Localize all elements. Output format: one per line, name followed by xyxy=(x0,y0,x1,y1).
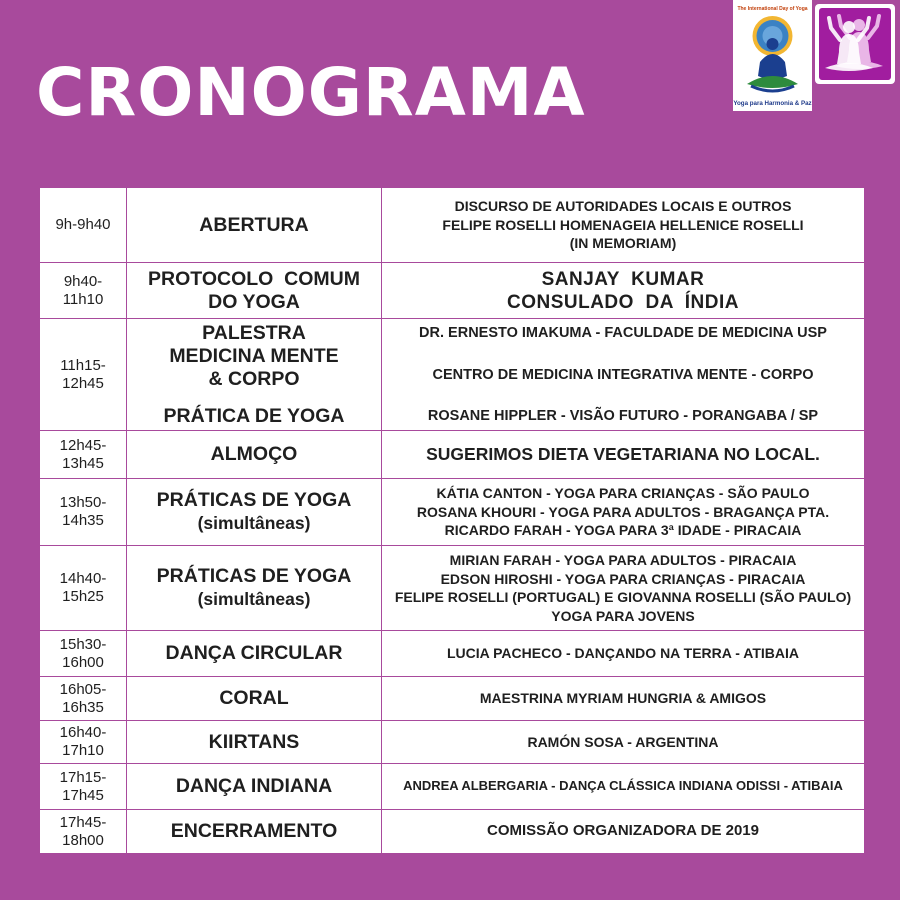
table-row xyxy=(40,677,865,721)
page-title: CRONOGRAMA xyxy=(36,54,586,131)
activity-cell xyxy=(127,479,382,546)
details-text: DISCURSO DE AUTORIDADES LOCAIS E OUTROS xyxy=(454,198,792,215)
table-row xyxy=(40,631,865,677)
details-text: MIRIAN FARAH - YOGA PARA ADULTOS - PIRACAIA xyxy=(449,552,797,568)
details-cell xyxy=(382,810,865,854)
table-row xyxy=(40,479,865,546)
details-cell xyxy=(382,431,865,479)
details-text: FELIPE ROSELLI (PORTUGAL) E GIOVANNA ROSELLI (SÃO PAULO) xyxy=(394,589,852,605)
details-cell xyxy=(382,479,865,546)
activity-text: PALESTRA xyxy=(202,321,306,344)
details-text: SANJAY KUMAR xyxy=(541,268,705,290)
details-cell xyxy=(382,188,865,263)
logo-caption: Yoga para Harmonia & Paz xyxy=(733,100,812,107)
details-text: (IN MEMORIAM) xyxy=(569,235,677,252)
time-text: 14h35 xyxy=(62,512,104,529)
activity-text: ABERTURA xyxy=(199,213,309,236)
details-text: ROSANA KHOURI - YOGA PARA ADULTOS - BRAGANÇA PTA. xyxy=(416,503,830,520)
time-text: 15h30- xyxy=(59,635,107,653)
activity-text: & CORPO xyxy=(208,367,300,390)
details-text: RAMÓN SOSA - ARGENTINA xyxy=(527,733,719,750)
time-text: 9h40- xyxy=(63,272,103,290)
time-text: 18h00 xyxy=(62,831,104,849)
time-cell xyxy=(40,764,127,810)
details-text: LUCIA PACHECO - DANÇANDO NA TERRA - ATIBAIA xyxy=(446,645,800,662)
time-text: 13h50- xyxy=(59,494,107,511)
time-text: 12h45 xyxy=(62,374,104,392)
activity-subtext: (simultâneas) xyxy=(197,513,311,533)
schedule-table xyxy=(39,187,865,854)
logo-arc-text: The International Day of Yoga xyxy=(737,6,808,12)
details-text: FELIPE ROSELLI HOMENAGEIA HELLENICE ROSELLI xyxy=(442,216,804,233)
time-text: 15h25 xyxy=(62,588,104,605)
time-text: 16h35 xyxy=(62,698,104,716)
activity-cell xyxy=(127,263,382,319)
time-text: 12h45- xyxy=(59,436,107,454)
time-cell xyxy=(40,431,127,479)
details-text: ANDREA ALBERGARIA - DANÇA CLÁSSICA INDIANA ODISSI - ATIBAIA xyxy=(403,778,843,794)
activity-text: PRÁTICAS DE YOGA xyxy=(156,565,352,587)
details-text: COMISSÃO ORGANIZADORA DE 2019 xyxy=(487,822,759,840)
table-row xyxy=(40,546,865,631)
activity-text: ALMOÇO xyxy=(210,443,298,465)
activity-cell xyxy=(127,721,382,764)
time-cell xyxy=(40,263,127,319)
details-text: SUGERIMOS DIETA VEGETARIANA NO LOCAL. xyxy=(426,444,820,464)
time-cell xyxy=(40,677,127,721)
time-text: 17h15- xyxy=(59,768,107,786)
details-text: RICARDO FARAH - YOGA PARA 3ª IDADE - PIRACAIA xyxy=(444,522,802,539)
activity-text: PRÁTICA DE YOGA xyxy=(163,404,345,427)
activity-cell xyxy=(127,319,382,431)
time-cell xyxy=(40,631,127,677)
activity-cell xyxy=(127,546,382,631)
details-cell xyxy=(382,546,865,631)
time-cell xyxy=(40,188,127,263)
activity-text: DO YOGA xyxy=(208,290,300,313)
time-text: 16h00 xyxy=(62,653,104,671)
table-row xyxy=(40,188,865,263)
time-text: 17h45- xyxy=(59,813,107,831)
activity-text: PRÁTICAS DE YOGA xyxy=(156,489,352,511)
time-text: 17h10 xyxy=(62,742,104,759)
details-cell xyxy=(382,319,865,431)
activity-cell xyxy=(127,764,382,810)
activity-subtext: (simultâneas) xyxy=(197,589,311,609)
details-cell xyxy=(382,721,865,764)
time-cell xyxy=(40,810,127,854)
activity-cell xyxy=(127,810,382,854)
details-text: YOGA PARA JOVENS xyxy=(551,607,695,624)
activity-cell xyxy=(127,188,382,263)
time-cell xyxy=(40,546,127,631)
activity-text: DANÇA CIRCULAR xyxy=(165,642,343,664)
activity-text: PROTOCOLO COMUM xyxy=(148,267,360,290)
table-row xyxy=(40,431,865,479)
activity-cell xyxy=(127,631,382,677)
details-text: ROSANE HIPPLER - VISÃO FUTURO - PORANGABA / SP xyxy=(427,407,819,424)
details-cell xyxy=(382,677,865,721)
details-cell xyxy=(382,764,865,810)
details-text: CENTRO DE MEDICINA INTEGRATIVA MENTE - CORPO xyxy=(432,367,814,384)
yoga-day-logo xyxy=(733,0,812,111)
time-text: 13h45 xyxy=(62,454,104,472)
time-text: 16h05- xyxy=(59,680,107,698)
time-cell xyxy=(40,721,127,764)
time-text: 9h-9h40 xyxy=(55,216,111,233)
details-cell xyxy=(382,631,865,677)
table-row xyxy=(40,721,865,764)
table-row xyxy=(40,263,865,319)
activity-text: CORAL xyxy=(219,687,289,709)
time-text: 11h15- xyxy=(60,356,106,374)
activity-cell xyxy=(127,431,382,479)
activity-text: DANÇA INDIANA xyxy=(175,775,333,797)
details-text: EDSON HIROSHI - YOGA PARA CRIANÇAS - PIRACAIA xyxy=(440,570,806,587)
details-text: CONSULADO DA ÍNDIA xyxy=(506,291,740,313)
activity-text: ENCERRAMENTO xyxy=(170,820,338,842)
time-cell xyxy=(40,319,127,431)
table-row xyxy=(40,319,865,431)
table-row xyxy=(40,810,865,854)
time-text: 11h10 xyxy=(62,290,104,308)
details-text: DR. ERNESTO IMAKUMA - FACULDADE DE MEDICINA USP xyxy=(419,324,827,341)
activity-text: MEDICINA MENTE xyxy=(169,344,339,367)
activity-cell xyxy=(127,677,382,721)
time-text: 16h40- xyxy=(59,724,107,741)
yoga-icon-badge xyxy=(815,4,895,84)
time-cell xyxy=(40,479,127,546)
time-text: 14h40- xyxy=(59,570,107,587)
details-cell xyxy=(382,263,865,319)
meditating-figure-icon xyxy=(733,0,812,111)
lotus-pose-icon xyxy=(819,8,891,80)
details-text: MAESTRINA MYRIAM HUNGRIA & AMIGOS xyxy=(479,690,767,707)
details-text: KÁTIA CANTON - YOGA PARA CRIANÇAS - SÃO PAULO xyxy=(436,485,810,502)
table-row xyxy=(40,764,865,810)
time-text: 17h45 xyxy=(62,786,104,804)
activity-text: KIIRTANS xyxy=(208,730,300,753)
